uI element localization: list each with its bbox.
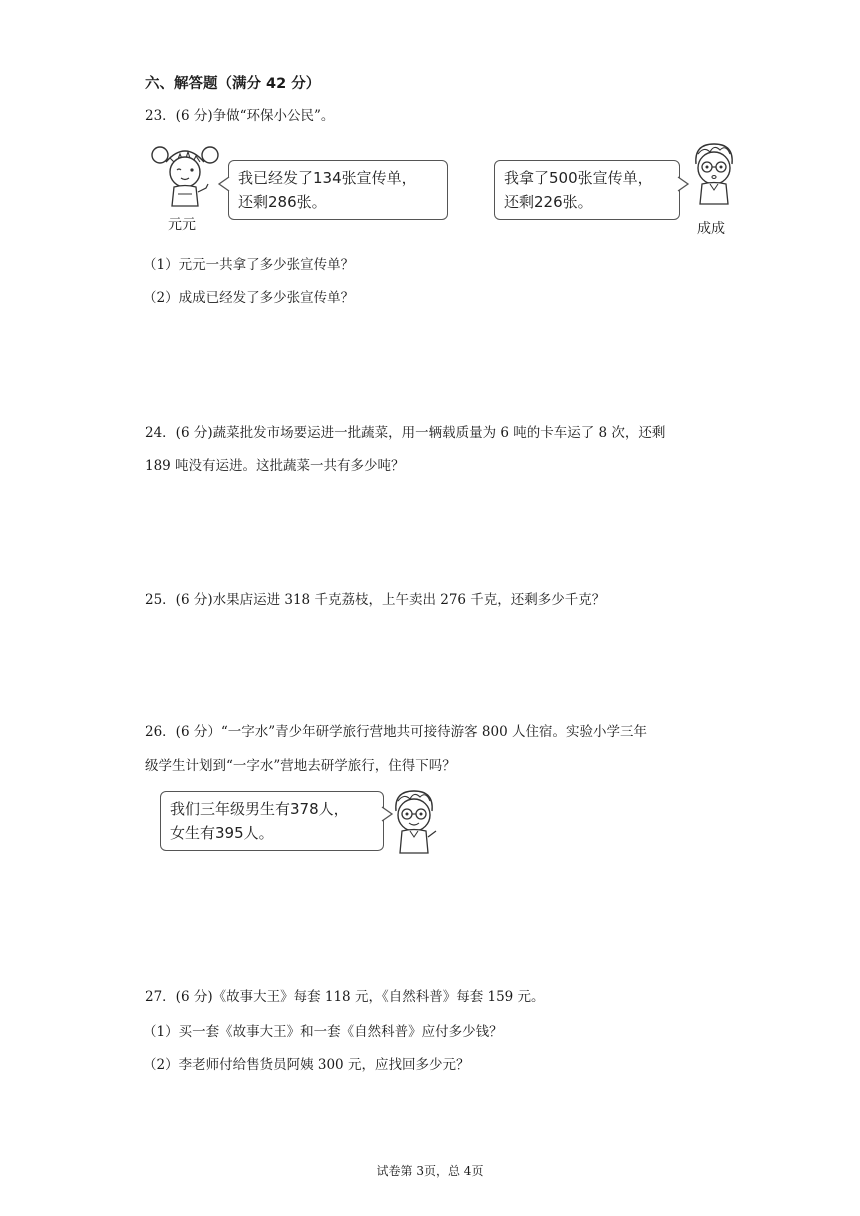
question-24-line-2: 189 吨没有运进。这批蔬菜一共有多少吨？ [145, 458, 405, 474]
speech-bubble-line: 我拿了500张宣传单， [504, 169, 653, 187]
speech-bubble-line: 我们三年级男生有378人， [170, 800, 349, 818]
question-23-stem: 23．(6 分)争做“环保小公民”。 [145, 108, 335, 124]
section-title: 六、解答题（满分 42 分） [145, 76, 321, 92]
speech-bubble-yuanyuan [228, 160, 448, 220]
character-name-yuanyuan: 元元 [168, 217, 196, 233]
question-25-line-1: 25．(6 分)水果店运进 318 千克荔枝，上午卖出 276 千克，还剩多少千克？ [145, 592, 606, 608]
speech-bubble-student [160, 791, 384, 851]
question-27-sub-2: （2）李老师付给售货员阿姨 300 元，应找回多少元？ [143, 1057, 470, 1073]
speech-bubble-line: 还剩226张。 [504, 193, 593, 211]
speech-bubble-line: 我已经发了134张宣传单， [238, 169, 417, 187]
speech-bubble-tail [218, 176, 230, 192]
question-26-line-2: 级学生计划到“一字水”营地去研学旅行，住得下吗？ [145, 758, 456, 774]
speech-bubble-chengcheng [494, 160, 680, 220]
boy-illustration [684, 138, 744, 218]
question-27-stem: 27．(6 分)《故事大王》每套 118 元，《自然科普》每套 159 元。 [145, 989, 545, 1005]
character-name-chengcheng: 成成 [697, 221, 725, 237]
question-23-sub-2: （2）成成已经发了多少张宣传单？ [143, 290, 355, 306]
question-23-sub-1: （1）元元一共拿了多少张宣传单？ [143, 257, 355, 273]
page-footer: 试卷第 3页，总 4页 [376, 1164, 484, 1178]
speech-bubble-line: 还剩286张。 [238, 193, 327, 211]
question-27-sub-1: （1）买一套《故事大王》和一套《自然科普》应付多少钱？ [143, 1024, 503, 1040]
speech-bubble-line: 女生有395人。 [170, 824, 274, 842]
question-24-line-1: 24．(6 分)蔬菜批发市场要运进一批蔬菜，用一辆载质量为 6 吨的卡车运了 8 次，还剩 [145, 425, 666, 441]
boy-illustration [384, 785, 444, 865]
question-26-line-1: 26．(6 分）“一字水”青少年研学旅行营地共可接待游客 800 人住宿。实验小学三年 [145, 724, 647, 740]
